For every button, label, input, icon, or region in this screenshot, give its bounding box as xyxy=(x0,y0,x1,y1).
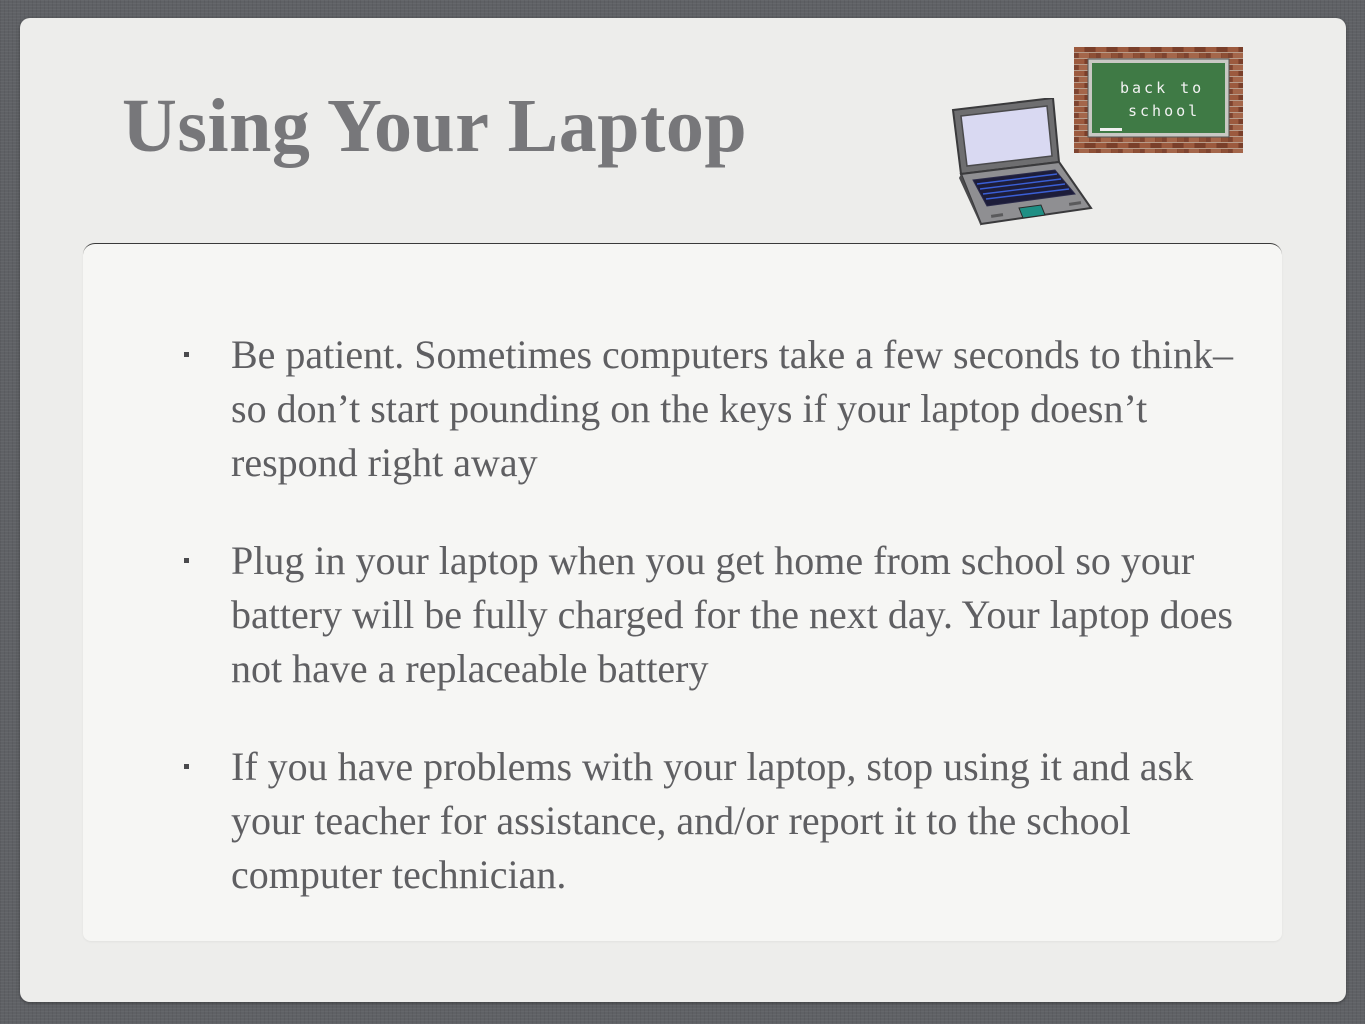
chalkboard-line-2: school xyxy=(1128,102,1201,120)
chalkboard-icon xyxy=(1074,47,1243,153)
bullet-item xyxy=(167,740,1247,902)
content-panel xyxy=(83,243,1282,941)
slide xyxy=(20,18,1346,1002)
square-bullet-icon xyxy=(184,764,189,769)
bullet-item xyxy=(167,328,1247,490)
bullet-text: Be patient. Sometimes computers take a few seconds to think–so don’t start pounding on the keys if your laptop doesn’t respond right away xyxy=(231,332,1233,485)
chalkboard-line-1: back to xyxy=(1120,79,1205,97)
bullet-item xyxy=(167,534,1247,696)
square-bullet-icon xyxy=(184,558,189,563)
laptop-icon xyxy=(951,98,1093,226)
bullet-text: Plug in your laptop when you get home from school so your battery will be fully charged for the next day. Your laptop does not have a replaceable battery xyxy=(231,538,1233,691)
bullet-list xyxy=(167,328,1247,946)
bullet-text: If you have problems with your laptop, stop using it and ask your teacher for assistance, and/or report it to the school computer technician. xyxy=(231,744,1194,897)
slide-title: Using Your Laptop xyxy=(122,84,748,168)
square-bullet-icon xyxy=(184,352,189,357)
